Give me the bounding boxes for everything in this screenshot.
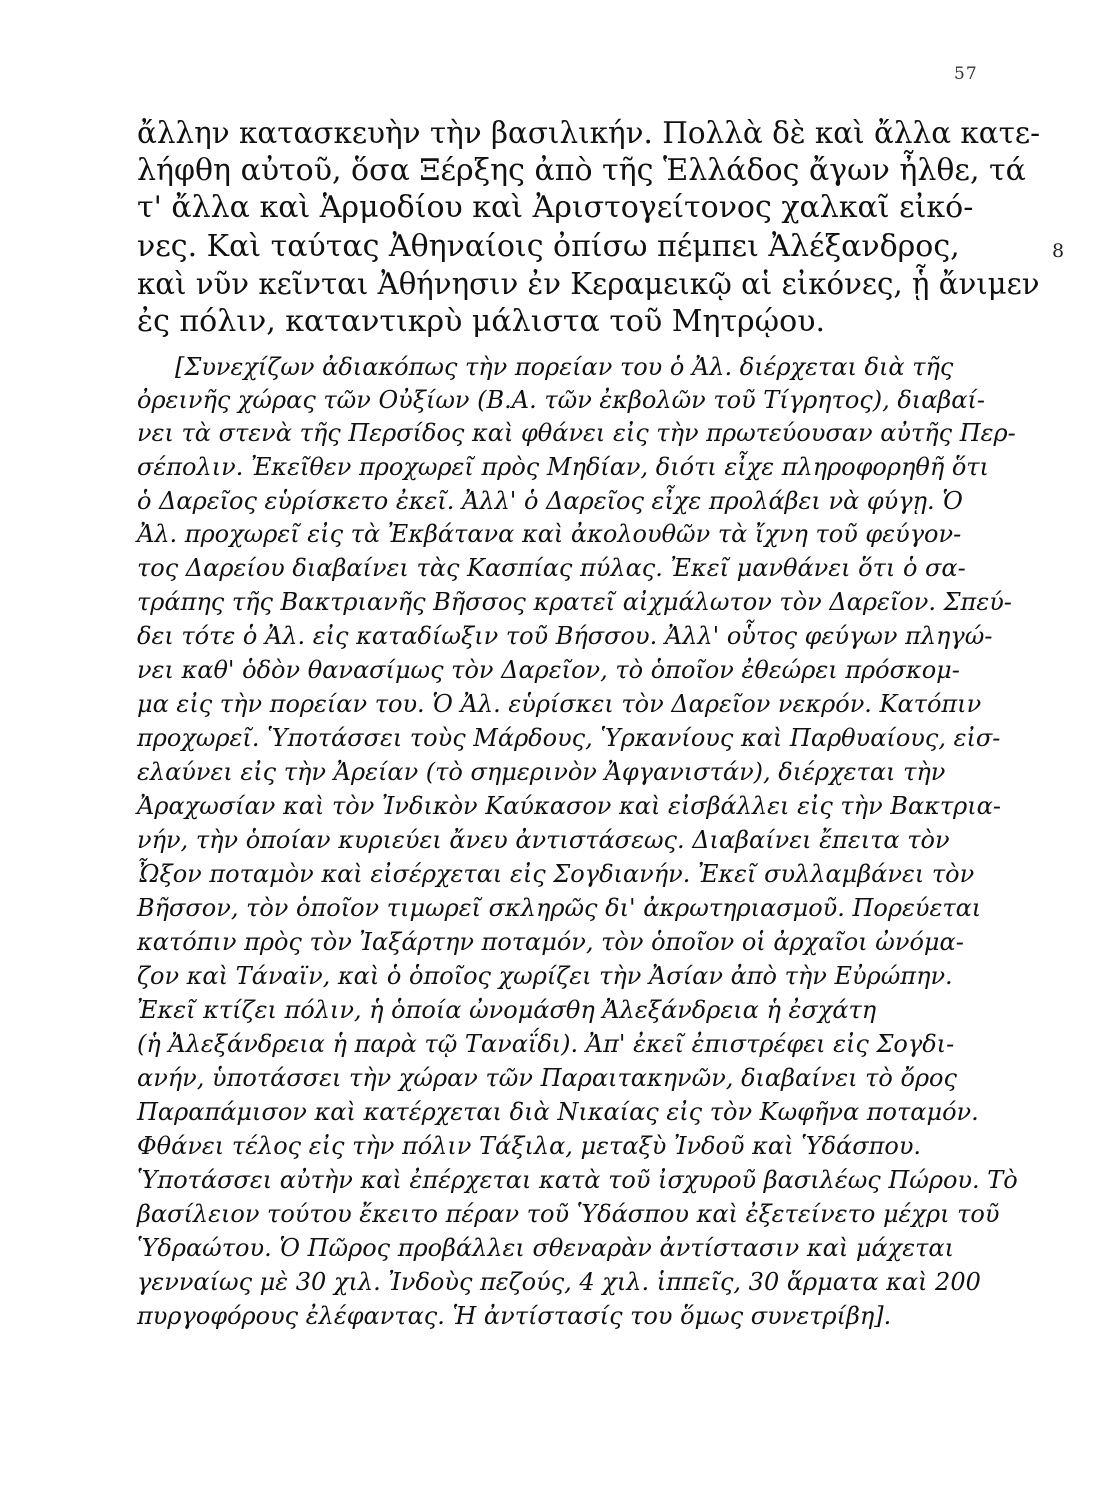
summary-line: ζον καὶ Τάναϊν, καὶ ὁ ὁποῖος χωρίζει τὴν Ἀσίαν ἀπὸ τὴν Εὐρώπην.: [137, 962, 953, 990]
main-line: νες. Καὶ ταύτας Ἀθηναίοις ὀπίσω πέμπει Ἀλέξανδρος,: [137, 229, 960, 264]
summary-line: σέπολιν. Ἐκεῖθεν προχωρεῖ πρὸς Μηδίαν, διότι εἶχε πληροφορηθῆ ὅτι: [137, 453, 989, 481]
summary-line: Ὦξον ποταμὸν καὶ εἰσέρχεται εἰς Σογδιανήν. Ἐκεῖ συλλαμβάνει τὸν: [137, 860, 975, 888]
summary-line: Βῆσσον, τὸν ὁποῖον τιμωρεῖ σκληρῶς δι' ἀκρωτηριασμοῦ. Πορεύεται: [137, 894, 982, 922]
summary-line: νήν, τὴν ὁποίαν κυριεύει ἄνευ ἀντιστάσεως. Διαβαίνει ἔπειτα τὸν: [137, 826, 950, 854]
summary-line: Ἐκεῖ κτίζει πόλιν, ἡ ὁποία ὠνομάσθη Ἀλεξάνδρεια ἡ ἐσχάτη: [137, 996, 877, 1024]
summary-line: μα εἰς τὴν πορείαν του. Ὁ Ἀλ. εὑρίσκει τὸν Δαρεῖον νεκρόν. Κατόπιν: [137, 690, 982, 718]
page-number: 57: [954, 64, 978, 84]
summary-line: [Συνεχίζων ἀδιακόπως τὴν πορείαν του ὁ Ἀλ. διέρχεται διὰ τῆς: [175, 353, 954, 381]
summary-line: ὀρεινῆς χώρας τῶν Οὐξίων (Β.Α. τῶν ἐκβολῶν τοῦ Τίγρητος), διαβαί-: [137, 386, 986, 414]
summary-line: δει τότε ὁ Ἀλ. εἰς καταδίωξιν τοῦ Βήσσου. Ἀλλ' οὗτος φεύγων πληγώ-: [137, 622, 993, 650]
main-line: καὶ νῦν κεῖνται Ἀθήνησιν ἐν Κεραμεικῷ αἱ εἰκόνες, ᾗ ἄνιμεν: [137, 267, 1040, 302]
summary-line: νει τὰ στενὰ τῆς Περσίδος καὶ φθάνει εἰς τὴν πρωτεύουσαν αὐτῆς Περ-: [137, 419, 1016, 447]
summary-line: ανήν, ὑποτάσσει τὴν χώραν τῶν Παραιτακηνῶν, διαβαίνει τὸ ὄρος: [137, 1064, 957, 1092]
summary-line: ελαύνει εἰς τὴν Ἀρείαν (τὸ σημερινὸν Ἀφγανιστάν), διέρχεται τὴν: [137, 758, 946, 786]
summary-line: τράπης τῆς Βακτριανῆς Βῆσσος κρατεῖ αἰχμάλωτον τὸν Δαρεῖον. Σπεύ-: [137, 588, 1012, 616]
summary-line: προχωρεῖ. Ὑποτάσσει τοὺς Μάρδους, Ὑρκανίους καὶ Παρθυαίους, εἰσ-: [137, 724, 1001, 752]
line-number-marker: 8: [1052, 240, 1065, 262]
main-line: ἄλλην κατασκευὴν τὴν βασιλικήν. Πολλὰ δὲ καὶ ἄλλα κατε-: [137, 116, 1041, 151]
summary-line: Ἀλ. προχωρεῖ εἰς τὰ Ἐκβάτανα καὶ ἀκολουθῶν τὰ ἴχνη τοῦ φεύγον-: [137, 520, 962, 548]
summary-line: πυργοφόρους ἐλέφαντας. Ἡ ἀντίστασίς του ὅμως συνετρίβη].: [137, 1302, 892, 1330]
summary-line: τος Δαρείου διαβαίνει τὰς Κασπίας πύλας. Ἐκεῖ μανθάνει ὅτι ὁ σα-: [137, 554, 966, 582]
summary-line: Παραπάμισον καὶ κατέρχεται διὰ Νικαίας εἰς τὸν Κωφῆνα ποταμόν.: [137, 1098, 979, 1126]
summary-line: Ὑδραώτου. Ὁ Πῶρος προβάλλει σθεναρὰν ἀντίστασιν καὶ μάχεται: [137, 1234, 954, 1262]
summary-line: Ὑποτάσσει αὐτὴν καὶ ἐπέρχεται κατὰ τοῦ ἰσχυροῦ βασιλέως Πώρου. Τὸ: [137, 1166, 1018, 1194]
summary-line: (ἡ Ἀλεξάνδρεια ἡ παρὰ τῷ Ταναΐδι). Ἀπ' ἐκεῖ ἐπιστρέφει εἰς Σογδι-: [137, 1030, 955, 1058]
summary-line: κατόπιν πρὸς τὸν Ἰαξάρτην ποταμόν, τὸν ὁποῖον οἱ ἀρχαῖοι ὠνόμα-: [137, 928, 964, 956]
main-line: λήφθη αὐτοῦ, ὅσα Ξέρξης ἀπὸ τῆς Ἑλλάδος ἄγων ἦλθε, τά: [137, 153, 1026, 188]
summary-line: νει καθ' ὁδὸν θανασίμως τὸν Δαρεῖον, τὸ ὁποῖον ἐθεώρει πρόσκομ-: [137, 656, 960, 684]
summary-line: ὁ Δαρεῖος εὑρίσκετο ἐκεῖ. Ἀλλ' ὁ Δαρεῖος εἶχε προλάβει νὰ φύγῃ. Ὁ: [137, 487, 963, 515]
summary-line: βασίλειον τούτου ἔκειτο πέραν τοῦ Ὑδάσπου καὶ ἐξετείνετο μέχρι τοῦ: [137, 1200, 1000, 1228]
summary-line: γενναίως μὲ 30 χιλ. Ἰνδοὺς πεζούς, 4 χιλ. ἱππεῖς, 30 ἅρματα καὶ 200: [137, 1268, 981, 1296]
summary-line: Φθάνει τέλος εἰς τὴν πόλιν Τάξιλα, μεταξὺ Ἰνδοῦ καὶ Ὑδάσπου.: [137, 1132, 922, 1160]
summary-line: Ἀραχωσίαν καὶ τὸν Ἰνδικὸν Καύκασον καὶ εἰσβάλλει εἰς τὴν Βακτρια-: [137, 792, 1001, 820]
main-line: ἐς πόλιν, καταντικρὺ μάλιστα τοῦ Μητρῴου.: [137, 304, 825, 339]
main-line: τ' ἄλλα καὶ Ἁρμοδίου καὶ Ἀριστογείτονος χαλκαῖ εἰκό-: [137, 190, 974, 225]
